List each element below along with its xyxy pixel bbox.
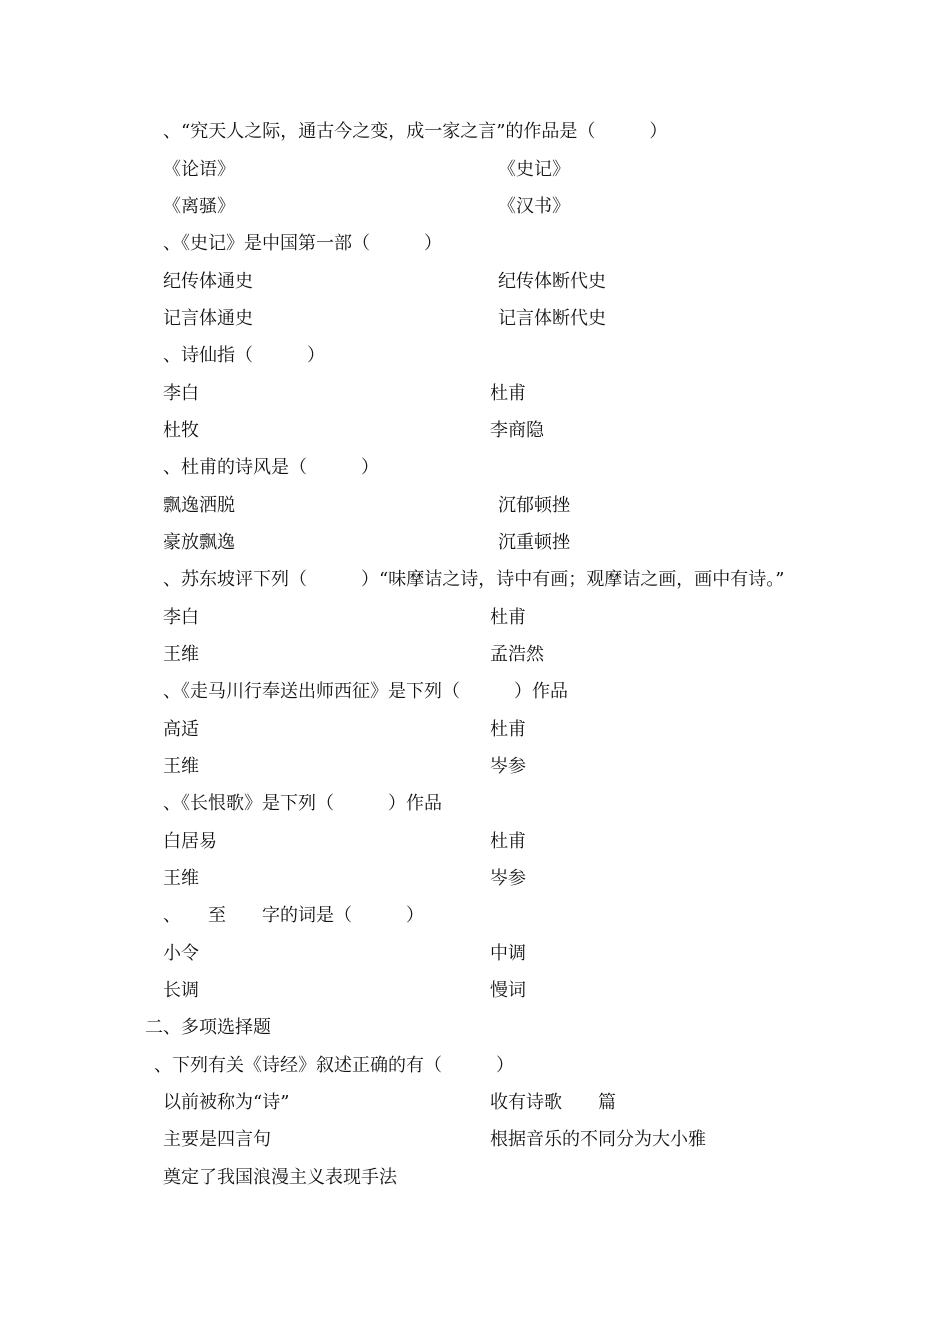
question-5: 、苏东坡评下列（ ）“味摩诘之诗，诗中有画；观摩诘之画，画中有诗。” [163,569,785,590]
option-2a: 纪传体通史 [163,271,253,292]
question-2: 、《史记》是中国第一部（ ） [163,233,442,254]
multi-option-1d: 根据音乐的不同分为大小雅 [490,1129,706,1150]
option-6d: 岑参 [490,756,526,777]
option-5b: 杜甫 [490,607,526,628]
option-7a: 白居易 [163,831,217,852]
multi-question-1: 、下列有关《诗经》叙述正确的有（ ） [154,1055,514,1076]
option-6a: 高适 [163,719,199,740]
question-3: 、诗仙指（ ） [163,345,325,366]
question-1: 、“究天人之际，通古今之变，成一家之言”的作品是（ ） [163,121,668,142]
option-8b: 中调 [490,943,526,964]
multi-option-1b: 收有诗歌 篇 [490,1092,616,1113]
option-6c: 王维 [163,756,199,777]
option-5d: 孟浩然 [490,644,544,665]
option-3c: 杜牧 [163,420,199,441]
option-1a: 《论语》 [163,159,235,180]
option-7d: 岑参 [490,868,526,889]
option-4d: 沉重顿挫 [498,532,570,553]
question-4: 、杜甫的诗风是（ ） [163,457,379,478]
option-8a: 小令 [163,943,199,964]
option-7b: 杜甫 [490,831,526,852]
option-1d: 《汉书》 [498,196,570,217]
option-4a: 飘逸洒脱 [163,495,235,516]
multi-option-1a: 以前被称为“诗” [163,1092,290,1113]
question-8: 、 至 字的词是（ ） [163,905,424,926]
question-6: 、《走马川行奉送出师西征》是下列（ ）作品 [163,681,568,702]
question-7: 、《长恨歌》是下列（ ）作品 [163,793,442,814]
option-7c: 王维 [163,868,199,889]
option-2b: 纪传体断代史 [498,271,606,292]
option-4b: 沉郁顿挫 [498,495,570,516]
multi-option-1e: 奠定了我国浪漫主义表现手法 [163,1167,397,1188]
option-6b: 杜甫 [490,719,526,740]
option-5c: 王维 [163,644,199,665]
option-1c: 《离骚》 [163,196,235,217]
multi-option-1c: 主要是四言句 [163,1129,271,1150]
option-2c: 记言体通史 [163,308,253,329]
option-3b: 杜甫 [490,383,526,404]
option-3a: 李白 [163,383,199,404]
option-8d: 慢词 [490,980,526,1001]
option-3d: 李商隐 [490,420,544,441]
section-title-multi-choice: 二、多项选择题 [145,1017,271,1038]
option-4c: 豪放飘逸 [163,532,235,553]
option-8c: 长调 [163,980,199,1001]
option-5a: 李白 [163,607,199,628]
option-2d: 记言体断代史 [498,308,606,329]
option-1b: 《史记》 [498,159,570,180]
